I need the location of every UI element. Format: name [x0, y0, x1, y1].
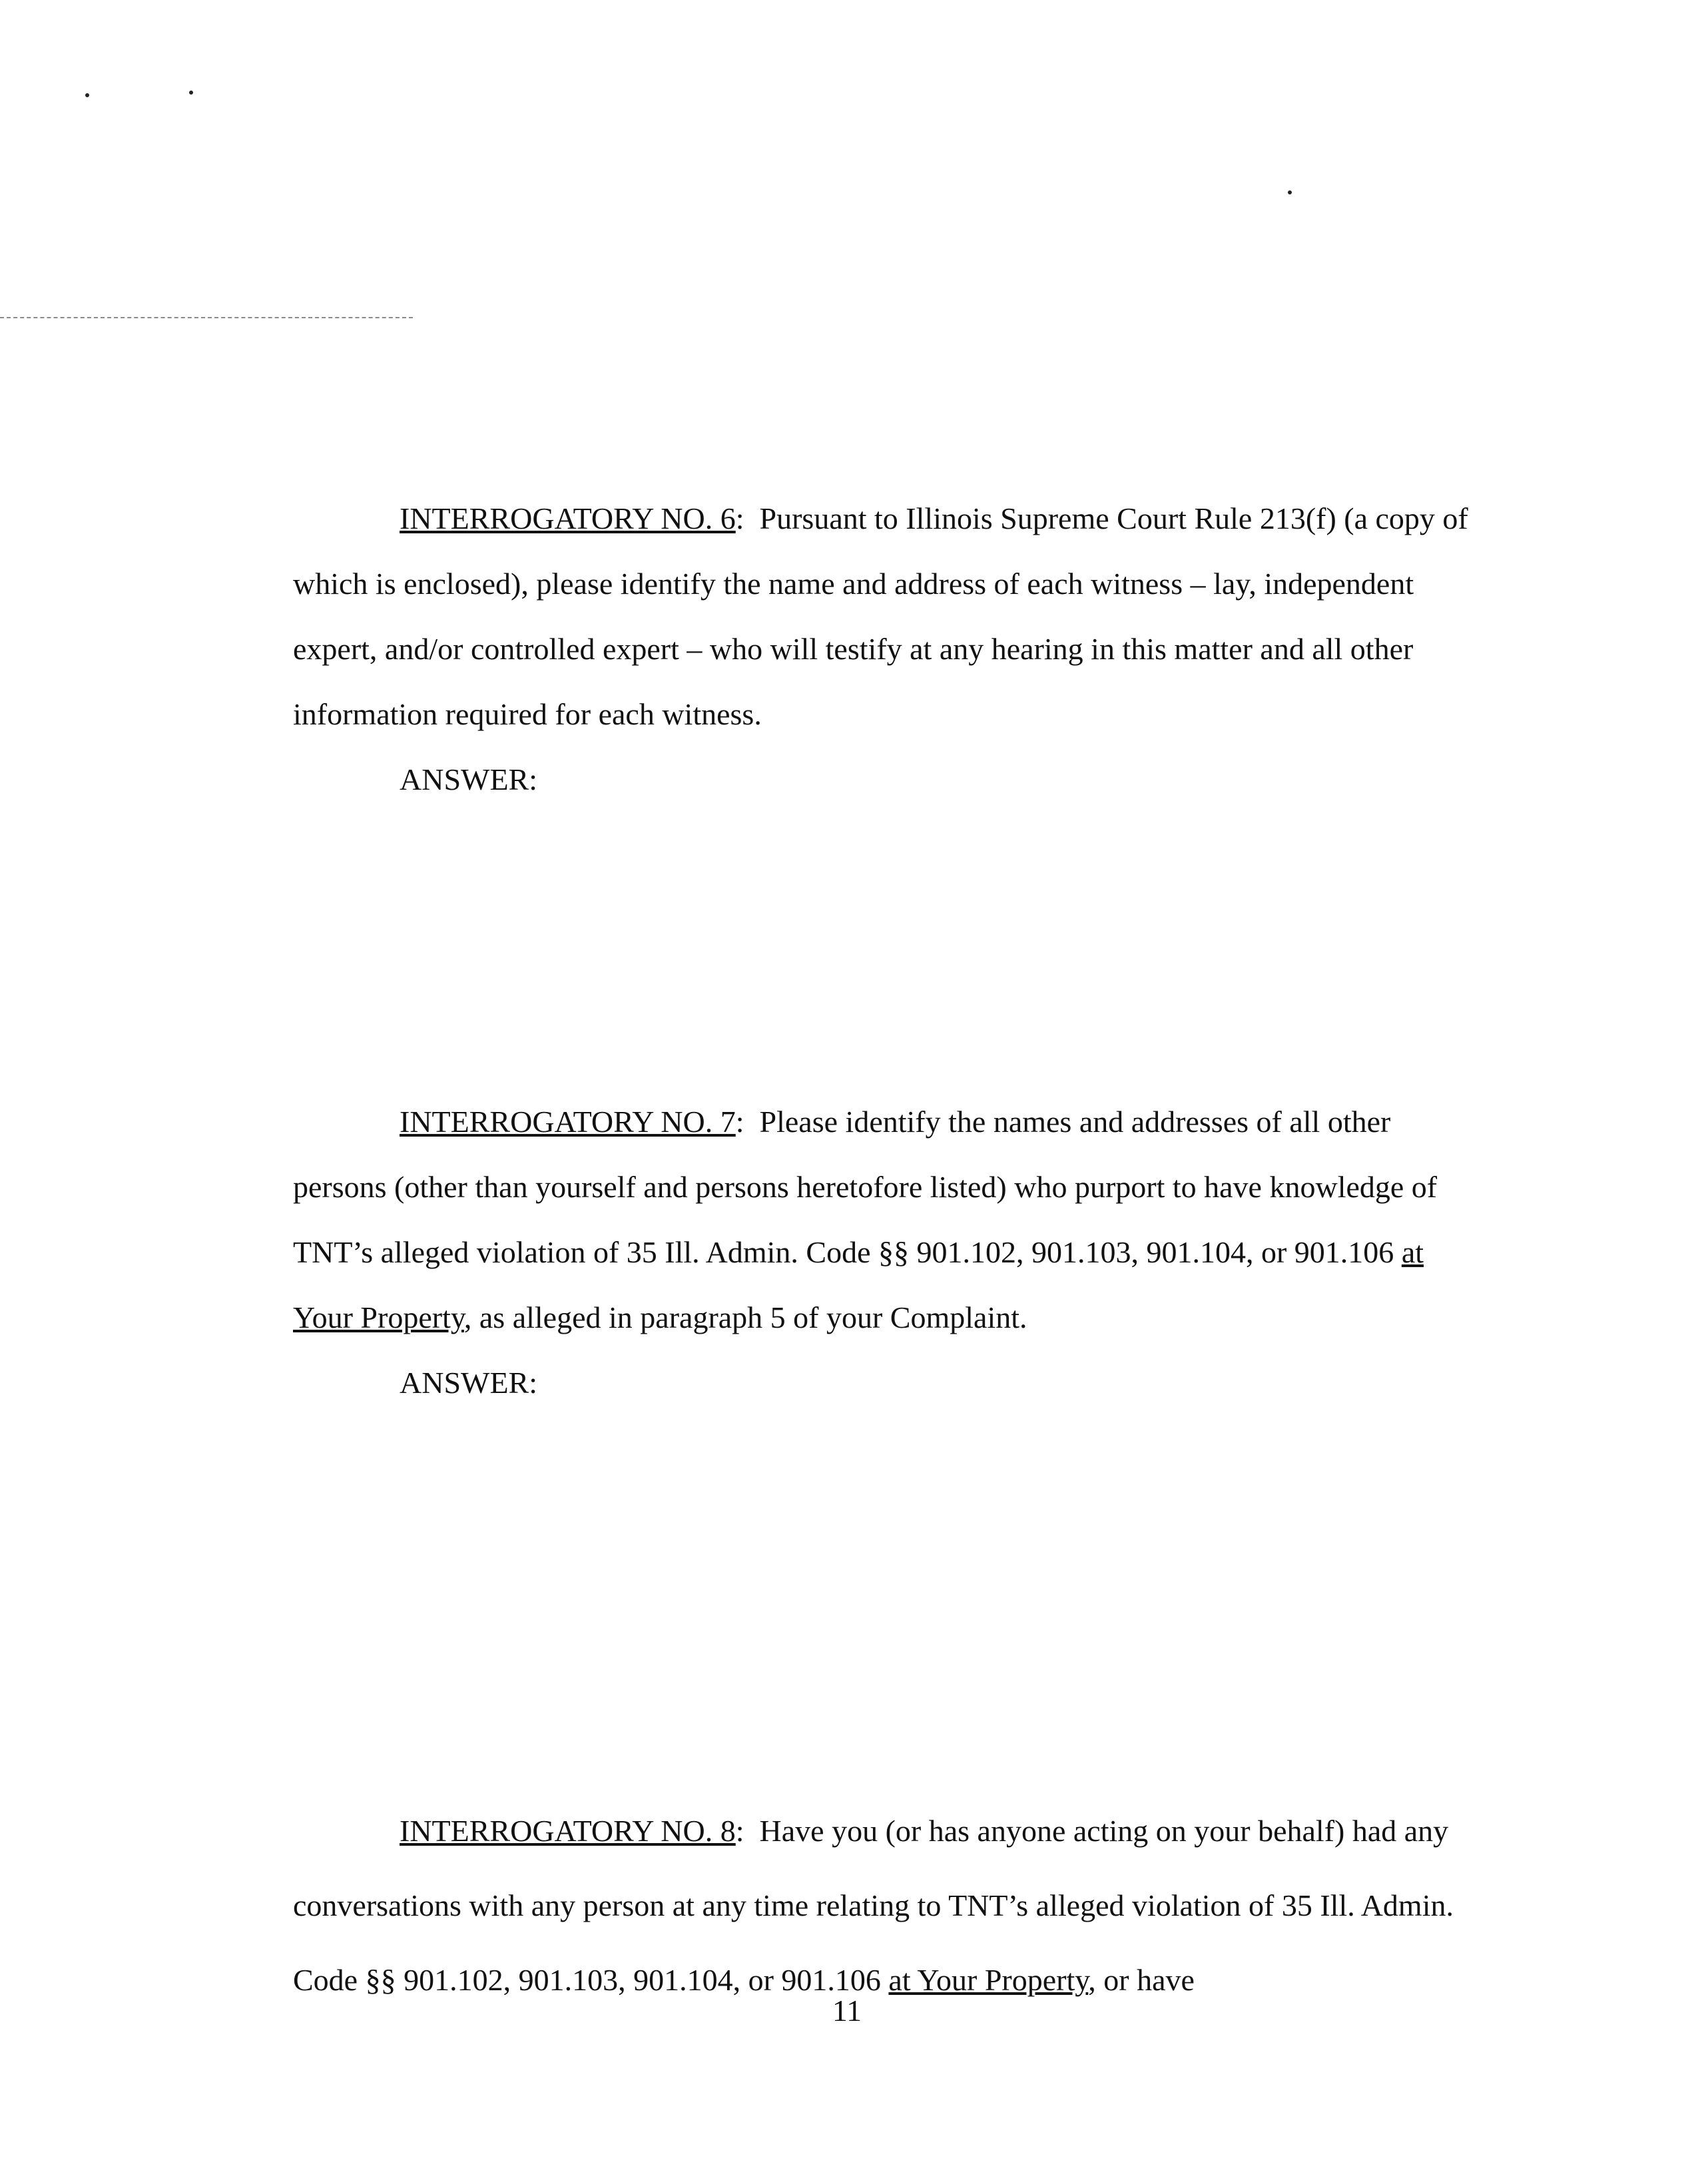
scan-speck [189, 91, 193, 95]
interrogatory-8-text-end: , or have [1088, 1963, 1195, 1997]
interrogatory-8-label: INTERROGATORY NO. 8 [400, 1814, 736, 1848]
page-number: 11 [832, 1994, 862, 2028]
interrogatory-7-answer-label: ANSWER: [400, 1366, 537, 1400]
interrogatory-7-label: INTERROGATORY NO. 7 [400, 1105, 736, 1139]
interrogatory-7 [293, 1089, 1478, 1416]
interrogatory-6-paragraph [293, 486, 1478, 747]
interrogatory-7-paragraph [293, 1089, 1478, 1350]
interrogatory-8-text: Have you (or has anyone acting on your behalf) had any conversations with any person at any time relating to TNT’s alleged violation of 35 Ill. Admin. Code §§ 901.102, 901.103, 901.104, or 901.106 [293, 1814, 1454, 1997]
interrogatory-7-underlined-phrase: at Your Property [293, 1235, 1424, 1334]
interrogatory-7-text: Please identify the names and addresses of all other persons (other than yourself and persons heretofore listed) who purport to have knowledge of TNT’s alleged violation of 35 Ill. Admin. Code §§ 901.102, 901.103, 901.104, or 901.106 [293, 1105, 1438, 1269]
interrogatory-6-answer-label: ANSWER: [400, 762, 537, 796]
interrogatory-6-label: INTERROGATORY NO. 6 [400, 501, 736, 535]
interrogatory-8-paragraph [293, 1794, 1478, 2018]
interrogatory-7-text-end: , as alleged in paragraph 5 of your Complaint. [463, 1300, 1027, 1334]
scan-artifact-line [0, 317, 413, 318]
scan-speck [85, 93, 89, 97]
scan-speck [1288, 190, 1292, 194]
interrogatory-8-colon: : [735, 1814, 744, 1848]
interrogatory-6-colon: : [735, 501, 744, 535]
interrogatory-6-text: Pursuant to Illinois Supreme Court Rule 213(f) (a copy of which is enclosed), please identify the name and address of each witness – lay, independent expert, and/or controlled expert – who will testify at any hearing in this matter and all other information required for each witness. [293, 501, 1468, 731]
interrogatory-8-underlined-phrase: at Your Property [888, 1963, 1089, 1997]
interrogatory-8 [293, 1794, 1478, 2018]
interrogatory-7-colon: : [735, 1105, 744, 1139]
interrogatory-6 [293, 486, 1478, 812]
